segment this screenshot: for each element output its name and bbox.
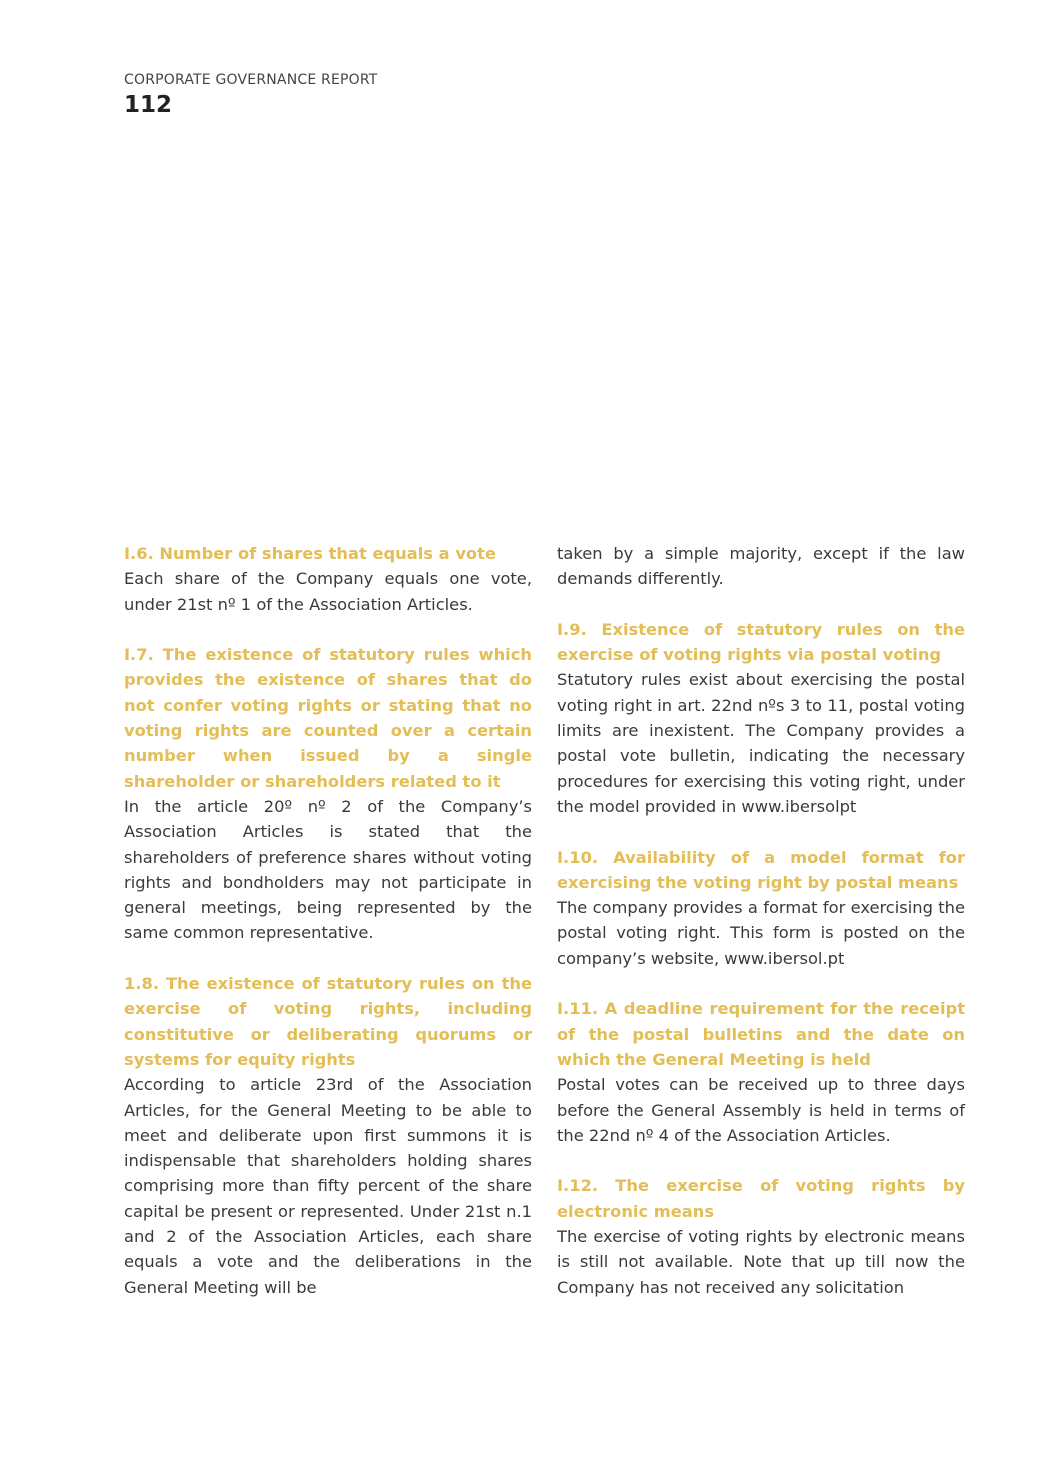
section-body: The company provides a format for exercising the postal voting right. This form is posted on the company’s website, www.ibersol.pt (557, 898, 965, 968)
section-i6 (124, 541, 532, 617)
section-heading: I.11. A deadline requirement for the receipt of the postal bulletins and the date on which the General Meeting is held (557, 999, 965, 1069)
page-header (124, 70, 378, 119)
section-i11 (557, 996, 965, 1148)
section-i8-continued (557, 541, 965, 592)
section-heading: I.6. Number of shares that equals a vote (124, 544, 496, 563)
section-body: Each share of the Company equals one vote, under 21st nº 1 of the Association Articles. (124, 569, 532, 614)
right-column (557, 541, 965, 1325)
section-body: Statutory rules exist about exercising the postal voting right in art. 22nd nºs 3 to 11, postal voting limits are inexistent. The Company provides a postal vote bulletin, indicating the necessary procedures for exercising this voting right, under the model provided in www.ibersolpt (557, 670, 965, 816)
section-i8 (124, 971, 532, 1300)
section-body: According to article 23rd of the Association Articles, for the General Meeting to be able to meet and deliberate upon first summons it is indispensable that shareholders holding shares comprising more than fifty percent of the share capital be present or represented. Under 21st n.1 and 2 of the Association Articles, each share equals a vote and the deliberations in the General Meeting will be (124, 1075, 532, 1297)
left-column (124, 541, 532, 1325)
section-heading: I.10. Availability of a model format for exercising the voting right by postal means (557, 847, 965, 892)
section-heading: 1.8. The existence of statutory rules on the exercise of voting rights, including constitutive or deliberating quorums or systems for equity rights (124, 974, 532, 1069)
section-heading: I.9. Existence of statutory rules on the exercise of voting rights via postal voting (557, 619, 965, 665)
section-heading: I.12. The exercise of voting rights by electronic means (557, 1176, 965, 1221)
section-heading: I.7. The existence of statutory rules which provides the existence of shares that do not confer voting rights or stating that no voting rights are counted over a certain number when issued by a single shareholder or shareholders related to it (124, 645, 532, 791)
section-i10 (557, 845, 965, 971)
section-i9 (557, 617, 965, 819)
page-number: 112 (124, 92, 173, 118)
section-i12 (557, 1173, 965, 1299)
document-title: CORPORATE GOVERNANCE REPORT (124, 72, 378, 88)
section-body: In the article 20º nº 2 of the Company’s Association Articles is stated that the shareholders of preference shares without voting rights and bondholders may not participate in general meetings, being represented by the same common representative. (124, 796, 532, 943)
section-i7 (124, 642, 532, 946)
section-body: taken by a simple majority, except if the law demands differently. (557, 544, 965, 589)
section-body: The exercise of voting rights by electronic means is still not available. Note that up till now the Company has not received any solicitation (557, 1227, 965, 1297)
section-body: Postal votes can be received up to three days before the General Assembly is held in terms of the 22nd nº 4 of the Association Articles. (557, 1075, 965, 1145)
